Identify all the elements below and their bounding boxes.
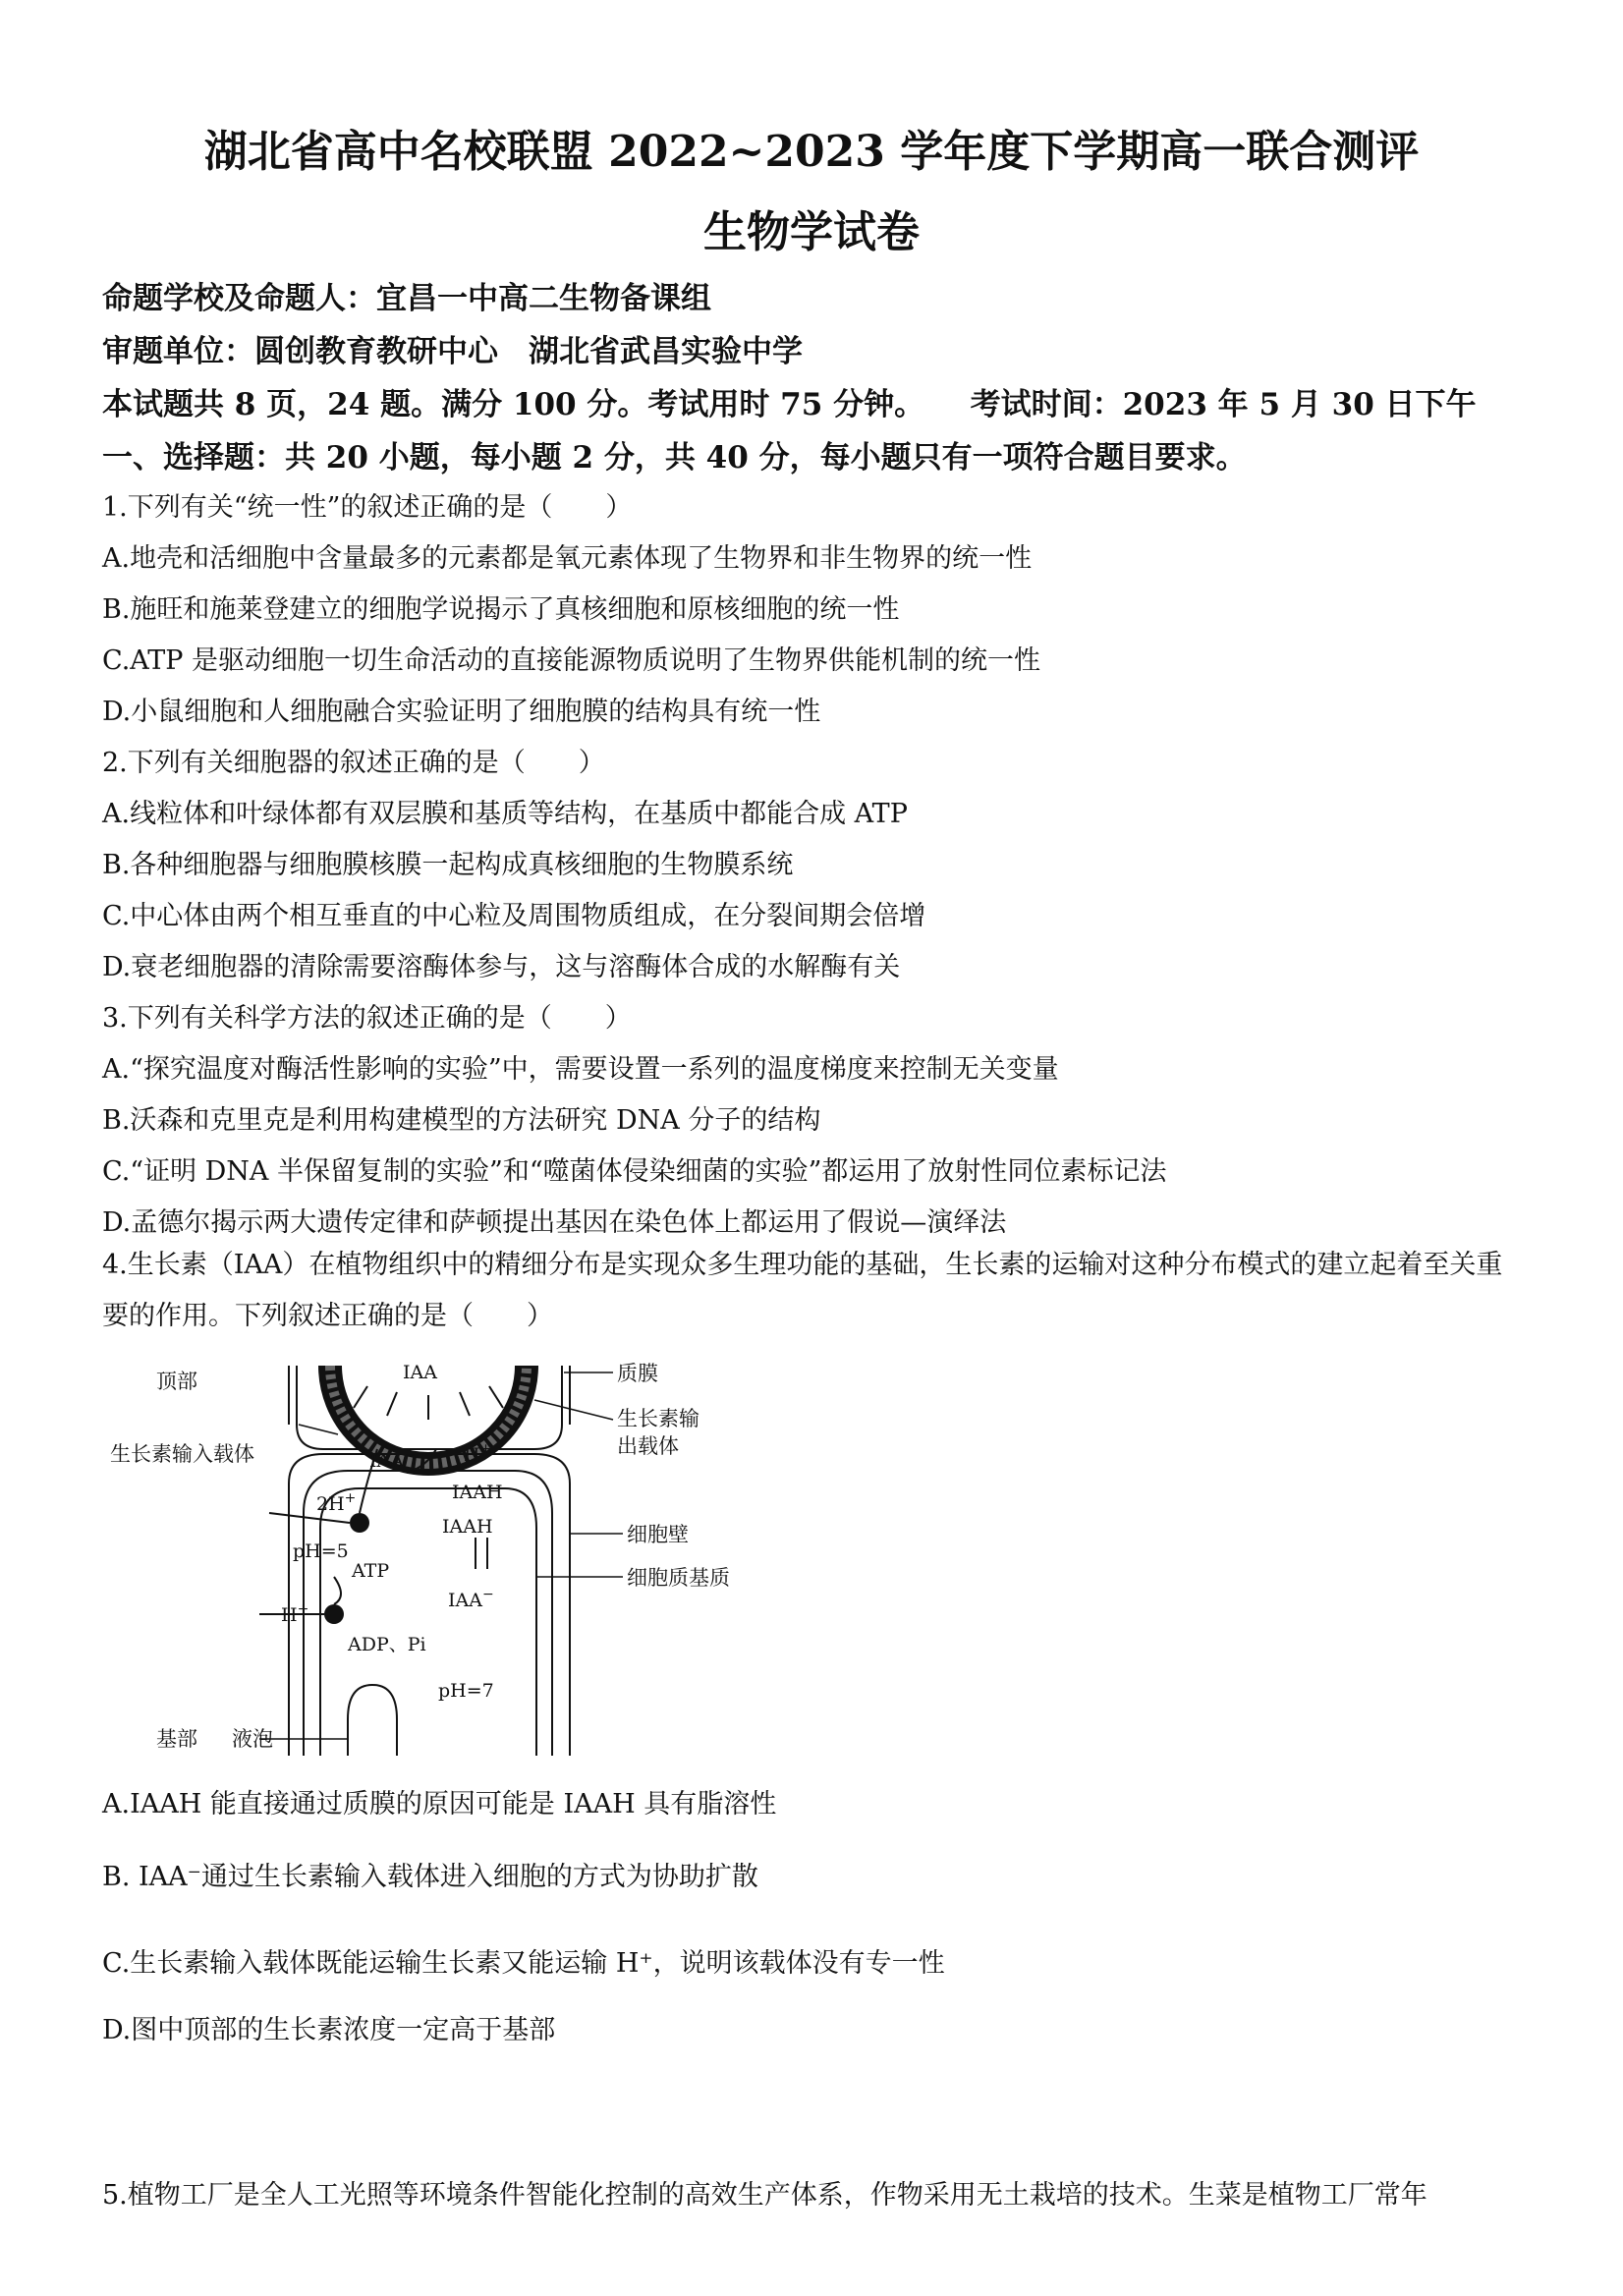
two-h-text: 2H (316, 1493, 345, 1515)
option-a: A.“探究温度对酶活性影响的实验”中，需要设置一系列的温度梯度来控制无关变量 (102, 1054, 1059, 1085)
option-b: B. IAA⁻通过生长素输入载体进入细胞的方式为协助扩散 (102, 1862, 758, 1892)
h-pump-label: H+ (281, 1601, 309, 1626)
exporter-label-2: 出载体 (617, 1434, 679, 1458)
option-b: B.各种细胞器与细胞膜核膜一起构成真核细胞的生物膜系统 (102, 850, 794, 880)
option-b: B.施旺和施莱登建立的细胞学说揭示了真核细胞和原核细胞的统一性 (102, 594, 900, 625)
question-stem: 4.生长素（IAA）在植物组织中的精细分布是实现众多生理功能的基础，生长素的运输对这种分布模式的建立起着至关重要的作用。下列叙述正确的是（ ） (102, 1250, 1503, 1331)
option-d: D.衰老细胞器的清除需要溶酶体参与，这与溶酶体合成的水解酶有关 (102, 952, 901, 982)
vacuole-label: 液泡 (232, 1727, 273, 1751)
question-stem: 2.下列有关细胞器的叙述正确的是（ ） (102, 748, 605, 778)
iaa-minus-label: IAA− (369, 1447, 416, 1472)
option-d: D.图中顶部的生长素浓度一定高于基部 (102, 2015, 556, 2045)
importer-label: 生长素输入载体 (110, 1442, 254, 1466)
option-d: D.孟德尔揭示两大遗传定律和萨顿提出基因在染色体上都运用了假说—演绎法 (102, 1207, 1007, 1238)
cytoplasm-label: 细胞质基质 (627, 1566, 730, 1590)
option-b: B.沃森和克里克是利用构建模型的方法研究 DNA 分子的结构 (102, 1105, 821, 1136)
h-plus-text: H (464, 1444, 480, 1466)
iaa-minus-inner-label: IAA− (448, 1587, 494, 1611)
ph5-label: pH=5 (293, 1540, 349, 1562)
adp-label: ADP、Pi (348, 1634, 426, 1655)
option-c: C.中心体由两个相互垂直的中心粒及周围物质组成，在分裂间期会倍增 (102, 901, 926, 931)
option-a: A.线粒体和叶绿体都有双层膜和基质等结构，在基质中都能合成 ATP (102, 799, 908, 829)
wall-label: 细胞壁 (627, 1523, 689, 1546)
h-pump-text: H (281, 1604, 298, 1626)
reviewer-line: 审题单位：圆创教育教研中心 湖北省武昌实验中学 (102, 334, 803, 369)
option-d: D.小鼠细胞和人细胞融合实验证明了细胞膜的结构具有统一性 (102, 697, 821, 727)
atp-label: ATP (352, 1560, 390, 1582)
two-h-label: 2H+ (316, 1490, 357, 1515)
base-label: 基部 (156, 1727, 197, 1751)
auxin-transport-figure (102, 1351, 731, 1764)
iaa-minus-text: IAA (369, 1450, 404, 1472)
iaa-label: IAA (403, 1362, 437, 1383)
question-stem: 3.下列有关科学方法的叙述正确的是（ ） (102, 1003, 632, 1034)
question-stem: 1.下列有关“统一性”的叙述正确的是（ ） (102, 492, 633, 523)
exam-info-line: 本试题共 8 页，24 题。满分 100 分。考试用时 75 分钟。 考试时间：2023 年 5 月 30 日下午 (102, 387, 1477, 422)
top-label: 顶部 (156, 1370, 197, 1393)
h-plus-label: H+ (464, 1441, 492, 1466)
option-c: C.ATP 是驱动细胞一切生命活动的直接能源物质说明了生物界供能机制的统一性 (102, 645, 1041, 676)
page-subtitle: 生物学试卷 (703, 207, 920, 257)
question-stem: 5.植物工厂是全人工光照等环境条件智能化控制的高效生产体系，作物采用无土栽培的技术。生菜是植物工厂常年 (102, 2180, 1427, 2211)
author-line: 命题学校及命题人：宜昌一中高二生物备课组 (102, 281, 711, 316)
ph7-label: pH=7 (438, 1680, 494, 1702)
iaah-inner-label: IAAH (442, 1516, 493, 1538)
page-title: 湖北省高中名校联盟 2022~2023 学年度下学期高一联合测评 (203, 127, 1420, 177)
membrane-label: 质膜 (617, 1362, 658, 1385)
option-a: A.地壳和活细胞中含量最多的元素都是氧元素体现了生物界和非生物界的统一性 (102, 543, 1033, 574)
option-a: A.IAAH 能直接通过质膜的原因可能是 IAAH 具有脂溶性 (102, 1789, 777, 1820)
iaa-minus-inner-text: IAA (448, 1590, 482, 1611)
option-c: C.生长素输入载体既能运输生长素又能运输 H⁺，说明该载体没有专一性 (102, 1948, 945, 1979)
iaah-label: IAAH (452, 1482, 503, 1503)
exporter-label-1: 生长素输 (617, 1407, 700, 1430)
section-heading: 一、选择题：共 20 小题，每小题 2 分，共 40 分，每小题只有一项符合题目要求。 (102, 440, 1247, 476)
option-c: C.“证明 DNA 半保留复制的实验”和“噬菌体侵染细菌的实验”都运用了放射性同位素标记法 (102, 1156, 1167, 1187)
